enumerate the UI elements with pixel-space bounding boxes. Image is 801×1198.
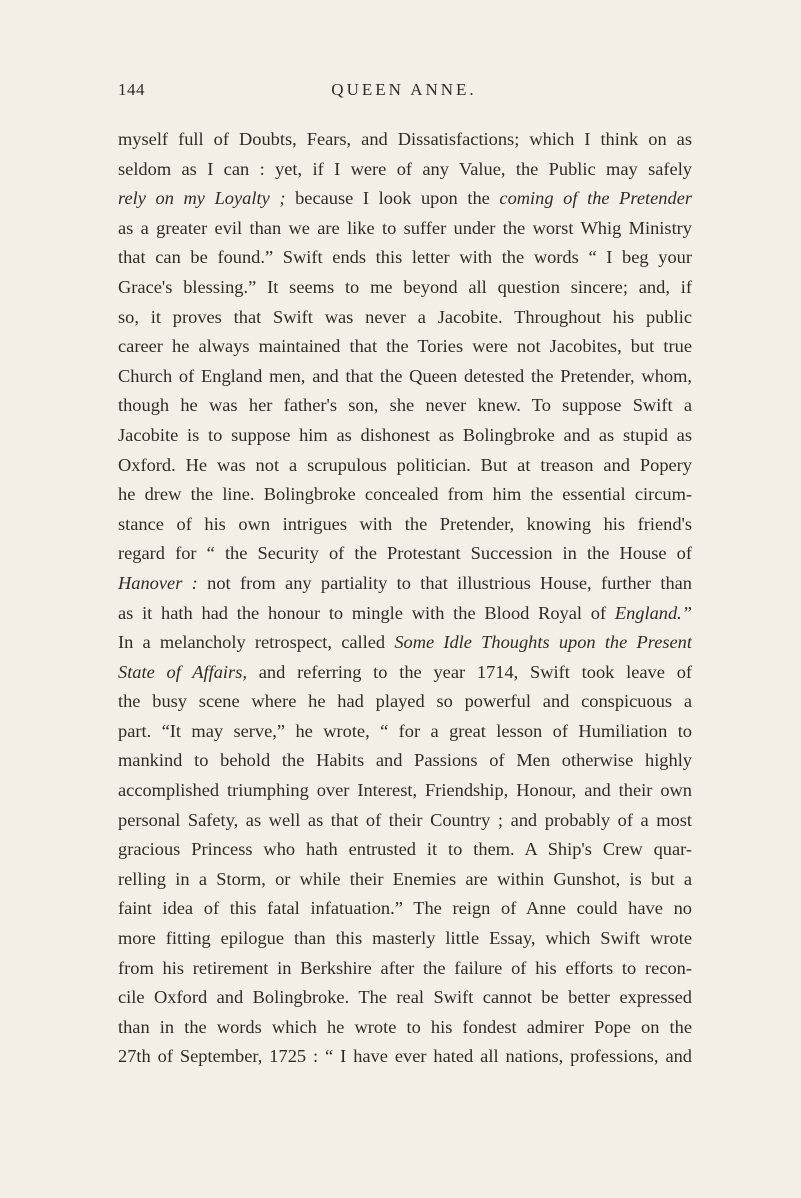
text-line (118, 1042, 692, 1072)
text-line (118, 983, 692, 1013)
text-run: though he was her father's son, she never knew. To suppose Swift a (118, 395, 692, 416)
text-line (118, 628, 692, 658)
text-line (118, 303, 692, 333)
text-run: stance of his own intrigues with the Pretender, knowing his friend's (118, 513, 692, 534)
text-run: cile Oxford and Bolingbroke. The real Swift cannot be better expressed (118, 987, 692, 1008)
body-text (118, 125, 692, 1072)
text-run: accomplished triumphing over Interest, Friendship, Honour, and their own (118, 780, 692, 801)
text-line (118, 924, 692, 954)
text-run: mankind to behold the Habits and Passions of Men otherwise highly (118, 750, 692, 771)
text-line (118, 362, 692, 392)
text-line (118, 125, 692, 155)
text-run: more fitting epilogue than this masterly little Essay, which Swift wrote (118, 928, 692, 949)
text-line (118, 658, 692, 688)
italic-text: England.” (614, 602, 692, 623)
text-line (118, 480, 692, 510)
text-line (118, 273, 692, 303)
text-line (118, 184, 692, 214)
text-line (118, 865, 692, 895)
text-run: as it hath had the honour to mingle with the Blood Royal of (118, 602, 615, 623)
text-run: gracious Princess who hath entrusted it to them. A Ship's Crew quar- (118, 839, 692, 860)
text-run: 27th of September, 1725 : “ I have ever hated all nations, professions, and (118, 1046, 692, 1067)
text-run: from his retirement in Berkshire after the failure of his efforts to recon- (118, 957, 692, 978)
text-run: faint idea of this fatal infatuation.” The reign of Anne could have no (118, 898, 692, 919)
italic-text: State of Affairs, (118, 661, 247, 682)
text-line (118, 539, 692, 569)
text-run: and referring to the year 1714, Swift took leave of (246, 661, 692, 682)
text-run: the busy scene where he had played so powerful and conspicuous a (118, 691, 692, 712)
text-line (118, 894, 692, 924)
text-run: because I look upon the (285, 188, 500, 209)
text-line (118, 243, 692, 273)
text-line (118, 421, 692, 451)
text-run: regard for “ the Security of the Protestant Succession in the House of (118, 543, 692, 564)
text-run: Jacobite is to suppose him as dishonest as Bolingbroke and as stupid as (118, 424, 692, 445)
text-line (118, 1013, 692, 1043)
text-run: Oxford. He was not a scrupulous politician. But at treason and Popery (118, 454, 692, 475)
text-line (118, 391, 692, 421)
text-line (118, 214, 692, 244)
text-run: Church of England men, and that the Queen detested the Pretender, whom, (118, 365, 692, 386)
text-run: as a greater evil than we are like to suffer under the worst Whig Ministry (118, 217, 692, 238)
text-run: not from any partiality to that illustrious House, further than (197, 572, 692, 593)
page-header (118, 80, 690, 106)
text-run: myself full of Doubts, Fears, and Dissatisfactions; which I think on as (118, 129, 692, 149)
text-run: so, it proves that Swift was never a Jacobite. Throughout his public (118, 306, 692, 327)
text-line (118, 510, 692, 540)
text-line (118, 599, 692, 629)
text-line (118, 332, 692, 362)
text-run: he drew the line. Bolingbroke concealed from him the essential circum- (118, 484, 692, 505)
text-line (118, 155, 692, 185)
text-run: career he always maintained that the Tories were not Jacobites, but true (118, 336, 692, 357)
text-line (118, 687, 692, 717)
text-run: seldom as I can : yet, if I were of any Value, the Public may safely (118, 158, 692, 179)
text-line (118, 806, 692, 836)
text-line (118, 717, 692, 747)
text-run: relling in a Storm, or while their Enemies are within Gunshot, is but a (118, 868, 692, 889)
italic-text: Some Idle Thoughts upon the Present (394, 632, 692, 653)
italic-text: rely on my Loyalty ; (118, 188, 286, 209)
text-line (118, 954, 692, 984)
text-run: personal Safety, as well as that of their Country ; and probably of a most (118, 809, 692, 830)
text-line (118, 451, 692, 481)
text-line (118, 835, 692, 865)
text-run: part. “It may serve,” he wrote, “ for a great lesson of Humiliation to (118, 720, 692, 741)
text-line (118, 746, 692, 776)
text-run: than in the words which he wrote to his fondest admirer Pope on the (118, 1016, 692, 1037)
italic-text: coming of the Pretender (499, 188, 692, 209)
text-line (118, 776, 692, 806)
running-head: QUEEN ANNE. (331, 80, 477, 99)
text-run: that can be found.” Swift ends this letter with the words “ I beg your (118, 247, 692, 268)
italic-text: Hanover : (118, 572, 198, 593)
text-run: In a melancholy retrospect, called (118, 632, 395, 653)
text-line (118, 569, 692, 599)
page-number: 144 (118, 80, 145, 99)
text-run: Grace's blessing.” It seems to me beyond all question sincere; and, if (118, 276, 692, 297)
